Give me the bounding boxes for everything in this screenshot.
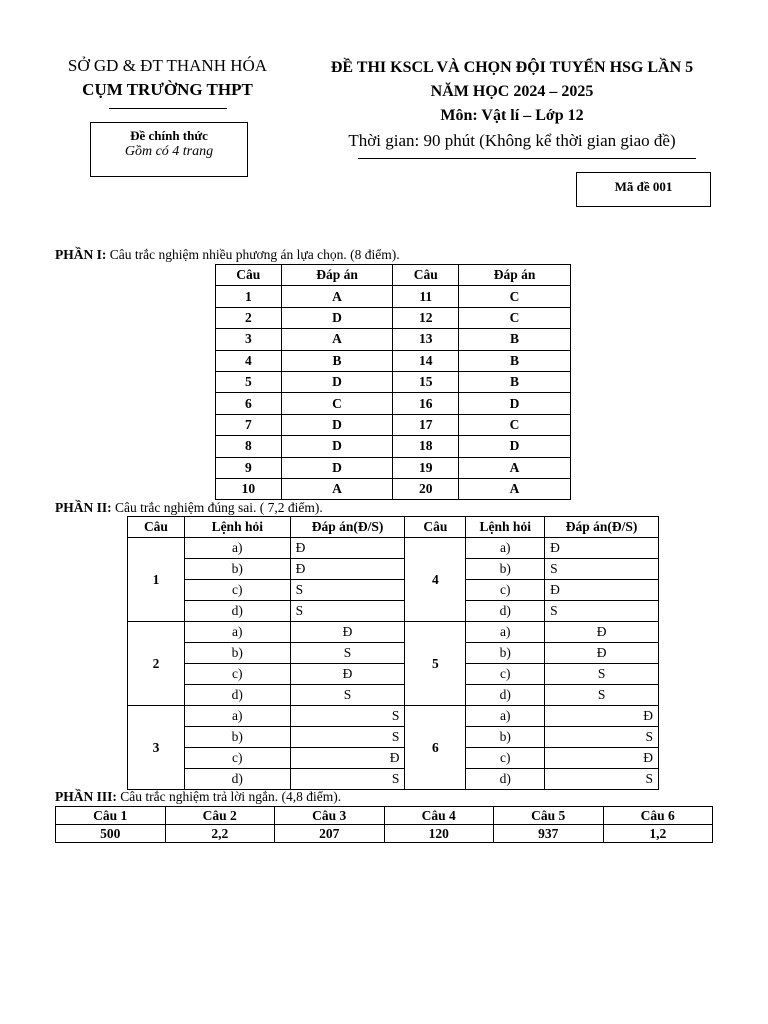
question-number: 4: [216, 350, 282, 371]
column-header: Đáp án(Đ/S): [290, 517, 405, 538]
official-title: Đề chính thức: [130, 128, 208, 143]
answer-cell: 500: [56, 825, 166, 843]
answer-cell: S: [545, 769, 659, 790]
question-number: 4: [405, 538, 466, 622]
question-number: 3: [216, 329, 282, 350]
statement-label: a): [184, 538, 290, 559]
cluster-name: CỤM TRƯỜNG THPT: [82, 80, 253, 99]
answer-cell: D: [281, 371, 393, 392]
question-number: 6: [405, 706, 466, 790]
time-limit: Thời gian: 90 phút (Không kể thời gian giao đề): [348, 131, 676, 150]
answer-cell: 937: [494, 825, 604, 843]
issuer-block: [40, 56, 295, 109]
table-row: [128, 727, 659, 748]
question-number: 1: [128, 538, 185, 622]
question-number: 3: [128, 706, 185, 790]
table-row: [216, 350, 571, 371]
answer-cell: Đ: [545, 538, 659, 559]
statement-label: c): [184, 748, 290, 769]
statement-label: d): [466, 685, 545, 706]
statement-label: d): [184, 601, 290, 622]
question-number: 1: [216, 286, 282, 307]
part2-heading: PHẦN II: Câu trắc nghiệm đúng sai. ( 7,2 điểm).: [55, 500, 323, 515]
answer-cell: A: [459, 478, 571, 499]
answer-cell: Đ: [290, 559, 405, 580]
subject: Môn: Vật lí – Lớp 12: [440, 107, 584, 124]
table-row: [216, 457, 571, 478]
table-row: [128, 769, 659, 790]
question-number: Câu 4: [384, 807, 494, 825]
answer-cell: C: [459, 286, 571, 307]
question-number: 2: [216, 307, 282, 328]
answer-cell: A: [281, 478, 393, 499]
answer-cell: B: [281, 350, 393, 371]
table-header-row: [216, 265, 571, 286]
answer-cell: S: [545, 559, 659, 580]
question-number: Câu 5: [494, 807, 604, 825]
answer-cell: 207: [275, 825, 385, 843]
answer-cell: Đ: [545, 706, 659, 727]
answer-cell: Đ: [290, 664, 405, 685]
exam-header: [318, 56, 706, 154]
answer-cell: 1,2: [603, 825, 713, 843]
column-header: Câu: [405, 517, 466, 538]
exam-title: ĐỀ THI KSCL VÀ CHỌN ĐỘI TUYỂN HSG LẦN 5: [330, 59, 694, 76]
statement-label: b): [466, 559, 545, 580]
answer-cell: 120: [384, 825, 494, 843]
statement-label: d): [184, 685, 290, 706]
question-number: Câu 1: [56, 807, 166, 825]
question-number: 5: [405, 622, 466, 706]
table-header-row: [128, 517, 659, 538]
statement-label: c): [184, 580, 290, 601]
answer-cell: D: [459, 393, 571, 414]
answer-cell: S: [290, 580, 405, 601]
question-number: Câu 3: [275, 807, 385, 825]
divider: [358, 158, 696, 159]
statement-label: d): [466, 769, 545, 790]
answer-cell: S: [290, 706, 405, 727]
answer-cell: S: [545, 727, 659, 748]
part2-answer-table: [127, 516, 659, 790]
answer-cell: B: [459, 371, 571, 392]
answer-cell: S: [290, 601, 405, 622]
column-header: Lệnh hỏi: [466, 517, 545, 538]
answer-cell: S: [545, 685, 659, 706]
statement-label: d): [466, 601, 545, 622]
answer-cell: Đ: [545, 643, 659, 664]
part1-heading: PHẦN I: Câu trắc nghiệm nhiều phương án lựa chọn. (8 điểm).: [55, 247, 400, 262]
statement-label: b): [184, 643, 290, 664]
statement-label: b): [466, 643, 545, 664]
question-number: 20: [393, 478, 459, 499]
question-number: 17: [393, 414, 459, 435]
answer-cell: Đ: [545, 748, 659, 769]
table-row: [216, 414, 571, 435]
answer-cell: Đ: [290, 748, 405, 769]
answer-cell: Đ: [545, 622, 659, 643]
part3-heading: PHẦN III: Câu trắc nghiệm trả lời ngắn. (4,8 điểm).: [55, 789, 342, 804]
column-header: Câu: [216, 265, 282, 286]
answer-cell: B: [459, 329, 571, 350]
question-number: 8: [216, 436, 282, 457]
answer-cell: Đ: [545, 580, 659, 601]
answer-cell: C: [281, 393, 393, 414]
answer-cell: D: [281, 436, 393, 457]
question-number: 7: [216, 414, 282, 435]
question-number: 18: [393, 436, 459, 457]
department-name: SỞ GD & ĐT THANH HÓA: [67, 56, 268, 75]
answer-cell: Đ: [290, 622, 405, 643]
question-number: 16: [393, 393, 459, 414]
page-count: Gồm có 4 trang: [124, 144, 214, 159]
answer-cell: S: [290, 769, 405, 790]
statement-label: a): [184, 622, 290, 643]
question-number: Câu 6: [603, 807, 713, 825]
statement-label: c): [466, 580, 545, 601]
question-number: 15: [393, 371, 459, 392]
table-row: [216, 307, 571, 328]
answer-cell: D: [281, 457, 393, 478]
table-row: [128, 559, 659, 580]
part3-answer-table: [55, 806, 713, 843]
statement-label: c): [184, 664, 290, 685]
table-row: [128, 685, 659, 706]
answer-cell: D: [281, 414, 393, 435]
question-number: 14: [393, 350, 459, 371]
answer-cell: D: [459, 436, 571, 457]
question-number: 11: [393, 286, 459, 307]
statement-label: a): [466, 538, 545, 559]
table-row: [128, 748, 659, 769]
column-header: Câu: [393, 265, 459, 286]
table-row: [128, 538, 659, 559]
statement-label: b): [184, 727, 290, 748]
question-number: 9: [216, 457, 282, 478]
table-row: [216, 393, 571, 414]
table-row: [216, 371, 571, 392]
column-header: Câu: [128, 517, 185, 538]
question-number: 12: [393, 307, 459, 328]
table-row: [56, 807, 713, 825]
part1-answer-table: [215, 264, 571, 500]
statement-label: a): [466, 706, 545, 727]
column-header: Đáp án(Đ/S): [545, 517, 659, 538]
statement-label: a): [184, 706, 290, 727]
question-number: Câu 2: [165, 807, 275, 825]
table-row: [128, 643, 659, 664]
table-row: [216, 286, 571, 307]
answer-cell: D: [281, 307, 393, 328]
table-row: [216, 436, 571, 457]
official-box: [90, 122, 248, 177]
answer-cell: Đ: [290, 538, 405, 559]
table-row: [216, 478, 571, 499]
table-row: [128, 580, 659, 601]
answer-cell: S: [290, 685, 405, 706]
divider: [109, 108, 227, 109]
question-number: 5: [216, 371, 282, 392]
statement-label: c): [466, 664, 545, 685]
answer-cell: A: [281, 329, 393, 350]
statement-label: b): [184, 559, 290, 580]
table-row: [128, 601, 659, 622]
answer-cell: A: [281, 286, 393, 307]
table-row: [128, 706, 659, 727]
table-row: [216, 329, 571, 350]
answer-cell: C: [459, 307, 571, 328]
statement-label: b): [466, 727, 545, 748]
question-number: 2: [128, 622, 185, 706]
statement-label: c): [466, 748, 545, 769]
question-number: 13: [393, 329, 459, 350]
statement-label: a): [466, 622, 545, 643]
answer-cell: S: [545, 601, 659, 622]
question-number: 10: [216, 478, 282, 499]
answer-cell: S: [290, 727, 405, 748]
answer-cell: B: [459, 350, 571, 371]
answer-cell: S: [290, 643, 405, 664]
exam-code: Mã đề 001: [576, 172, 711, 207]
question-number: 19: [393, 457, 459, 478]
table-row: [56, 825, 713, 843]
school-year: NĂM HỌC 2024 – 2025: [430, 83, 594, 100]
table-row: [128, 664, 659, 685]
column-header: Đáp án: [459, 265, 571, 286]
table-row: [128, 622, 659, 643]
column-header: Đáp án: [281, 265, 393, 286]
statement-label: d): [184, 769, 290, 790]
answer-cell: A: [459, 457, 571, 478]
answer-cell: S: [545, 664, 659, 685]
column-header: Lệnh hỏi: [184, 517, 290, 538]
question-number: 6: [216, 393, 282, 414]
answer-cell: C: [459, 414, 571, 435]
answer-cell: 2,2: [165, 825, 275, 843]
